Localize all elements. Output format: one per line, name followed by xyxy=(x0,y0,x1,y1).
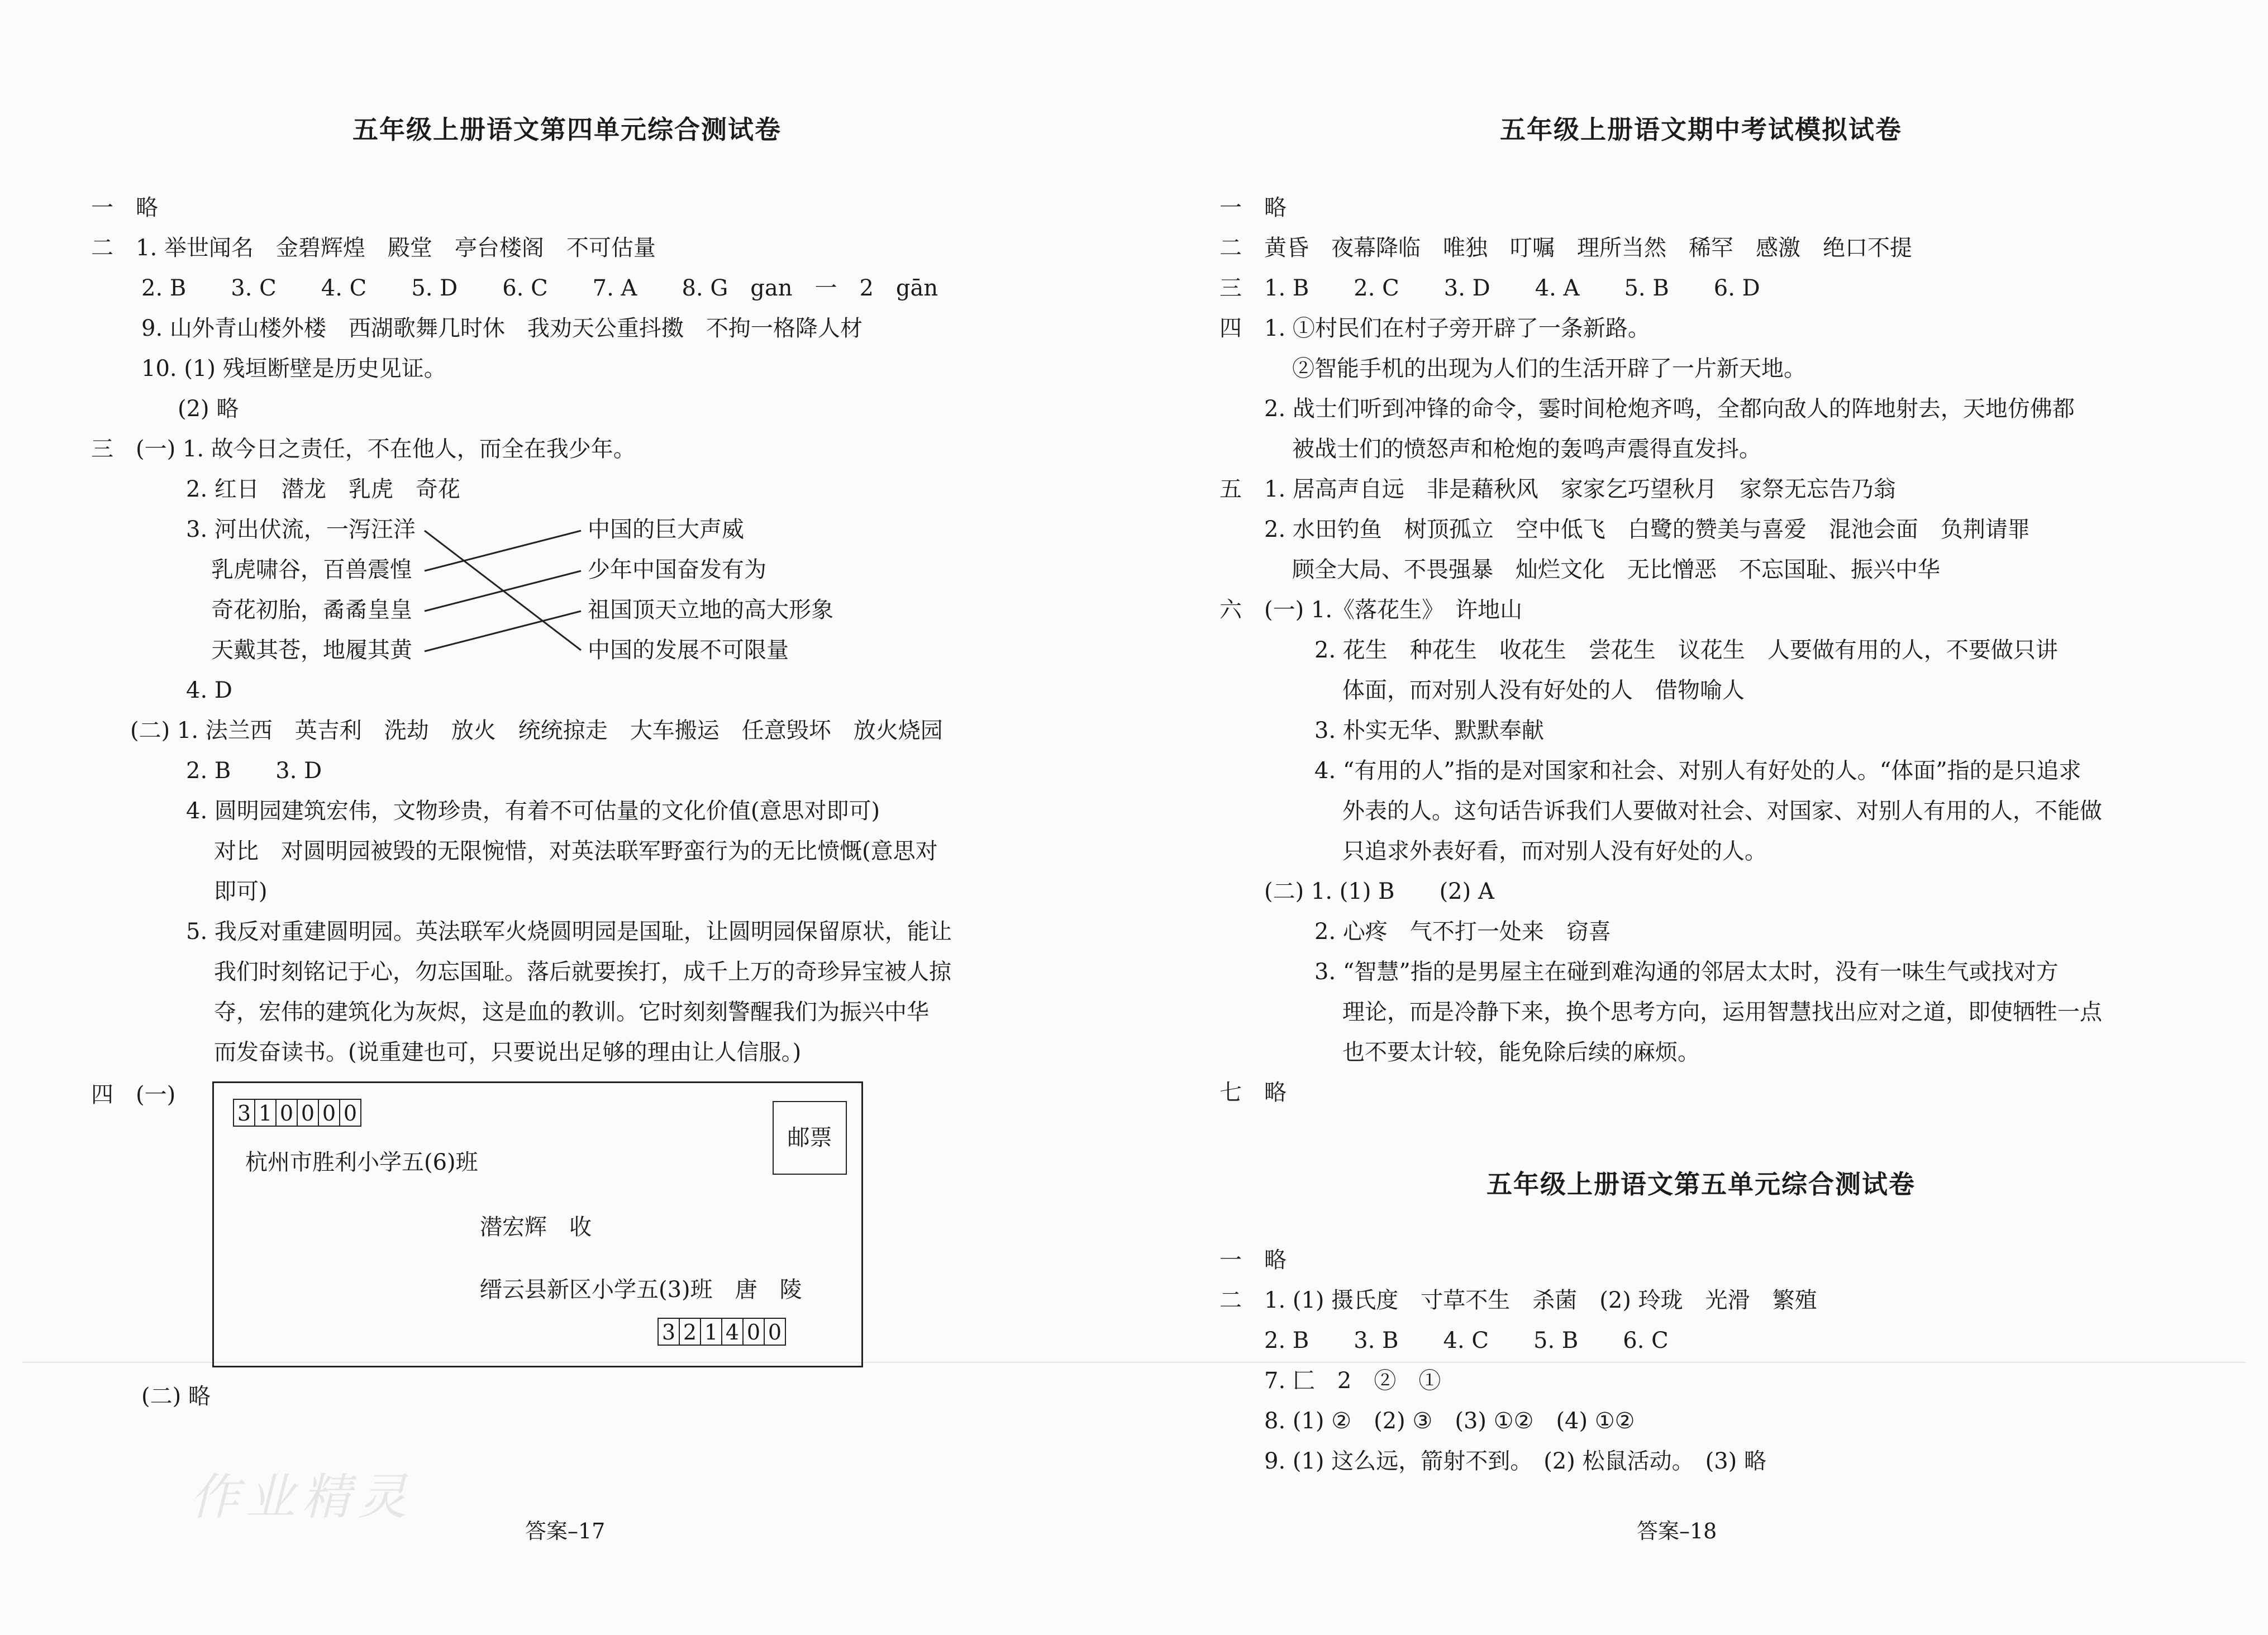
answer-line: (二) 略 xyxy=(141,1384,211,1409)
answer-line: 三 (一) 1. 故今日之责任，不在他人，而全在我少年。 xyxy=(91,436,636,462)
answer-line: 六 (一) 1.《落花生》 许地山 xyxy=(1219,597,1523,623)
answer-line: 四 1. ①村民们在村子旁开辟了一条新路。 xyxy=(1219,316,1650,341)
answer-line: 即可) xyxy=(214,879,268,904)
answer-line: 7. 匚 2 ② ① xyxy=(1264,1368,1441,1394)
answer-line: 三 1. B 2. C 3. D 4. A 5. B 6. D xyxy=(1219,275,1760,301)
postcode-digit: 1 xyxy=(700,1318,722,1346)
answer-line: (二) 1. 法兰西 英吉利 洗劫 放火 统统掠走 大车搬运 任意毁坏 放火烧园 xyxy=(130,718,943,743)
answer-line: 一 略 xyxy=(1219,195,1287,221)
postcode-digit: 3 xyxy=(233,1099,255,1127)
answer-line: 9. 山外青山楼外楼 西湖歌舞几时休 我劝天公重抖擞 不拘一格降人材 xyxy=(141,316,863,341)
answer-line: 七 略 xyxy=(1219,1080,1287,1105)
answer-line: 2. 战士们听到冲锋的命令，霎时间枪炮齐鸣，全都向敌人的阵地射去，天地仿佛都 xyxy=(1264,396,2075,422)
answer-line: 夺，宏伟的建筑化为灰烬，这是血的教训。它时刻刻警醒我们为振兴中华 xyxy=(214,999,929,1025)
match-left-item: 天戴其苍，地履其黄 xyxy=(211,637,412,663)
postcode-from xyxy=(659,1318,786,1346)
answer-line: 2. B 3. C 4. C 5. D 6. C 7. A 8. G gan 一 2 gān xyxy=(141,275,938,301)
postcode-digit: 0 xyxy=(742,1318,765,1346)
match-right-item: 中国的巨大声威 xyxy=(588,517,744,542)
answer-line: 2. 红日 潜龙 乳虎 奇花 xyxy=(186,476,460,502)
answer-line: (2) 略 xyxy=(178,396,239,422)
postcode-digit: 2 xyxy=(679,1318,701,1346)
answer-line: 2. 心疼 气不打一处来 窃喜 xyxy=(1314,919,1611,945)
answer-line: 2. 花生 种花生 收花生 尝花生 议花生 人要做有用的人，不要做只讲 xyxy=(1314,637,2058,663)
stamp-box: 邮票 xyxy=(773,1101,847,1175)
answer-line: 8. (1) ② (2) ③ (3) ①② (4) ①② xyxy=(1264,1408,1635,1434)
match-right-item: 少年中国奋发有为 xyxy=(588,557,766,583)
answer-line: 4. 圆明园建筑宏伟，文物珍贵，有着不可估量的文化价值(意思对即可) xyxy=(186,798,880,824)
match-line xyxy=(425,611,581,651)
answer-line: 3. “智慧”指的是男屋主在碰到难沟通的邻居太太时，没有一味生气或找对方 xyxy=(1314,959,2059,985)
answer-line: 2. 水田钓鱼 树顶孤立 空中低飞 白鹭的赞美与喜爱 混池会面 负荆请罪 xyxy=(1264,517,2030,542)
postcode-digit: 1 xyxy=(254,1099,277,1127)
answer-line: 4. D xyxy=(186,678,232,703)
answer-line: 10. (1) 残垣断壁是历史见证。 xyxy=(141,356,446,382)
answer-line: 五 1. 居高声自远 非是藉秋风 家家乞巧望秋月 家祭无忘告乃翁 xyxy=(1219,476,1896,502)
watermark: 作业精灵 xyxy=(190,1468,414,1526)
postcode-digit: 0 xyxy=(297,1099,319,1127)
answer-line: 5. 我反对重建圆明园。英法联军火烧圆明园是国耻，让圆明园保留原状，能让 xyxy=(186,919,952,945)
answer-line: 对比 对圆明园被毁的无限惋惜，对英法联军野蛮行为的无比愤慨(意思对 xyxy=(214,838,938,864)
left-page-title: 五年级上册语文第四单元综合测试卷 xyxy=(352,115,782,145)
postcode-digit: 3 xyxy=(657,1318,680,1346)
match-right-item: 中国的发展不可限量 xyxy=(588,637,789,663)
match-right-item: 祖国顶天立地的高大形象 xyxy=(588,597,833,623)
right-page-title: 五年级上册语文期中考试模拟试卷 xyxy=(1500,115,1902,145)
answer-line: (二) 1. (1) B (2) A xyxy=(1264,879,1494,904)
postcode-digit: 0 xyxy=(318,1099,340,1127)
answer-line: 也不要太计较，能免除后续的麻烦。 xyxy=(1342,1040,1700,1065)
page-number: 答案–17 xyxy=(525,1519,606,1543)
answer-line: 3. 朴实无华、默默奉献 xyxy=(1314,718,1544,743)
answer-line: 外表的人。这句话告诉我们人要做对社会、对国家、对别人有用的人，不能做 xyxy=(1342,798,2102,824)
answer-line: 四 (一) xyxy=(91,1082,176,1108)
sender-address: 缙云县新区小学五(3)班 唐 陵 xyxy=(480,1277,802,1303)
postcode-digit: 0 xyxy=(275,1099,298,1127)
answer-line: 2. B 3. D xyxy=(186,758,322,784)
match-left-item: 3. 河出伏流，一泻汪洋 xyxy=(186,517,416,542)
recipient-name: 潜宏辉 收 xyxy=(480,1214,592,1240)
right-page xyxy=(1134,0,2268,1635)
page-number: 答案–18 xyxy=(1637,1519,1717,1543)
postcode-digit: 4 xyxy=(721,1318,744,1346)
answer-line: 二 1. (1) 摄氏度 寸草不生 杀菌 (2) 玲珑 光滑 繁殖 xyxy=(1219,1288,1817,1313)
answer-line: 4. “有用的人”指的是对国家和社会、对别人有好处的人。“体面”指的是只追求 xyxy=(1314,758,2081,784)
match-line xyxy=(425,571,581,611)
answer-line: 一 略 xyxy=(91,195,158,221)
match-line xyxy=(425,531,581,571)
right-page-title-2: 五年级上册语文第五单元综合测试卷 xyxy=(1486,1169,1916,1199)
answer-line: 而发奋读书。(说重建也可，只要说出足够的理由让人信服。) xyxy=(214,1040,802,1065)
answer-line: 一 略 xyxy=(1219,1247,1287,1273)
postcode-to xyxy=(234,1099,361,1127)
answer-line: 顾全大局、不畏强暴 灿烂文化 无比憎恶 不忘国耻、振兴中华 xyxy=(1292,557,1940,583)
answer-line: 只追求外表好看，而对别人没有好处的人。 xyxy=(1342,838,1767,864)
postcode-digit: 0 xyxy=(339,1099,361,1127)
match-left-item: 乳虎啸谷，百兽震惶 xyxy=(211,557,412,583)
answer-line: 二 黄昏 夜幕降临 唯独 叮嘱 理所当然 稀罕 感激 绝口不提 xyxy=(1219,235,1912,261)
answer-line: 体面，而对别人没有好处的人 借物喻人 xyxy=(1342,678,1745,703)
match-left-item: 奇花初胎，矞矞皇皇 xyxy=(211,597,412,623)
postcode-digit: 0 xyxy=(764,1318,786,1346)
answer-line: 二 1. 举世闻名 金碧辉煌 殿堂 亭台楼阁 不可估量 xyxy=(91,235,656,261)
envelope xyxy=(212,1081,863,1367)
answer-line: ②智能手机的出现为人们的生活开辟了一片新天地。 xyxy=(1292,356,1806,382)
recipient-address: 杭州市胜利小学五(6)班 xyxy=(245,1150,478,1175)
answer-line: 被战士们的愤怒声和枪炮的轰鸣声震得直发抖。 xyxy=(1292,436,1761,462)
answer-line: 我们时刻铭记于心，勿忘国耻。落后就要挨打，成千上万的奇珍异宝被人掠 xyxy=(214,959,951,985)
answer-line: 2. B 3. B 4. C 5. B 6. C xyxy=(1264,1328,1669,1353)
answer-line: 9. (1) 这么远，箭射不到。 (2) 松鼠活动。 (3) 略 xyxy=(1264,1448,1767,1474)
answer-line: 理论，而是冷静下来，换个思考方向，运用智慧找出应对之道，即使牺牲一点 xyxy=(1342,999,2102,1025)
